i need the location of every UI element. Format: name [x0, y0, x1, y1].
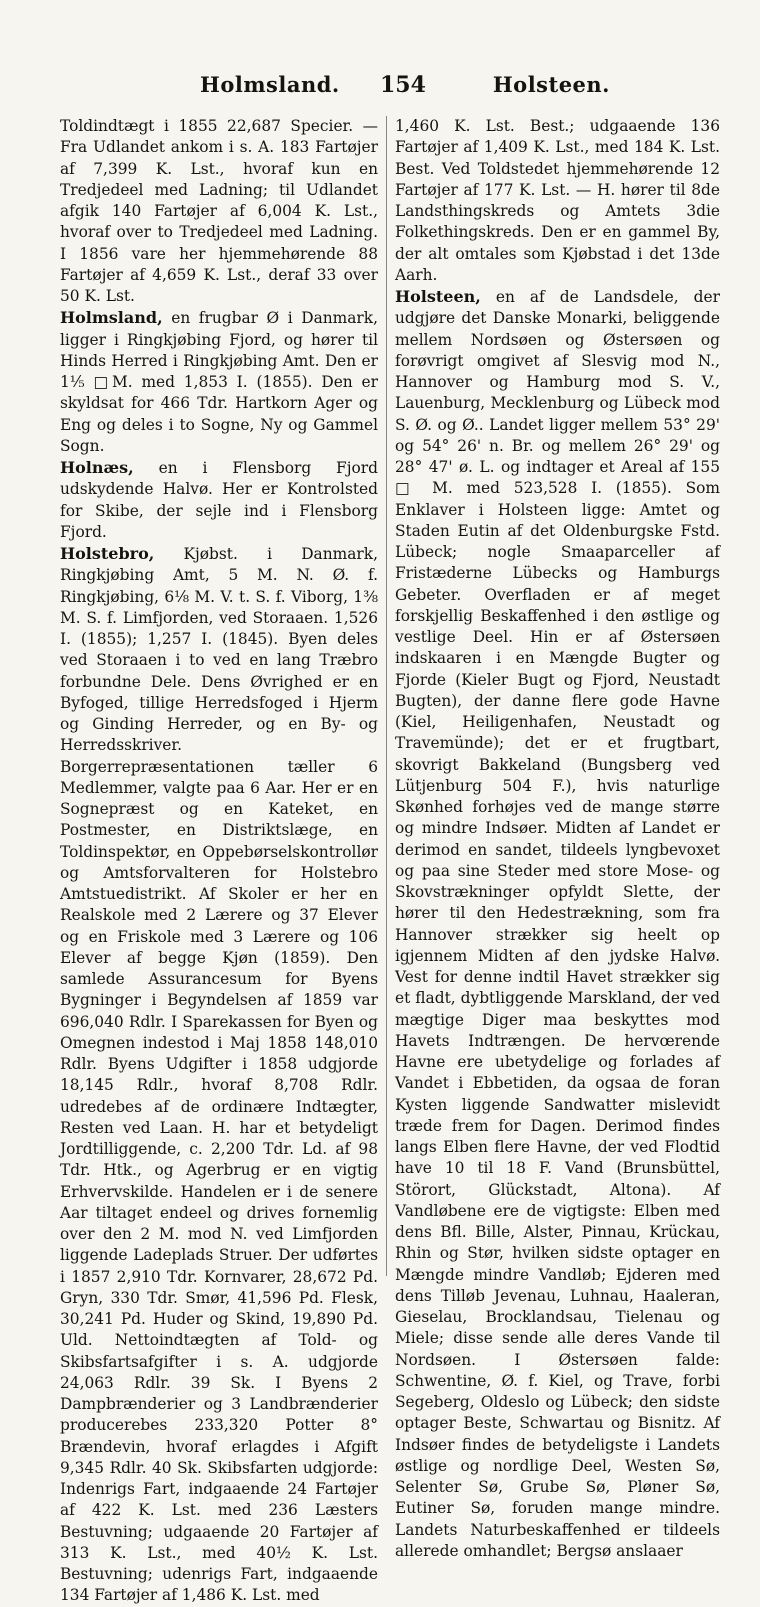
page-number: 154 — [380, 72, 426, 98]
entry-continuation — [60, 116, 378, 307]
right-column — [395, 116, 720, 1560]
entry-text: en i Flensborg Fjord udskydende Halvø. Her er Kontrolsted for Skibe, der sejle ind i Flensborg Fjord. — [60, 459, 378, 541]
entry-text: Toldindtægt i 1855 22,687 Specier. — Fra Udlandet ankom i s. A. 183 Fartøjer af 7,399 K. Lst., hvoraf kun en Tredjedeel med Ladning; til Udlandet afgik 140 Fartøjer af 6,004 K. Lst., hvoraf over to Tredjedeel med Ladning. I 1856 vare her hjemmehørende 88 Fartøjer af 4,659 K. Lst., deraf 33 over 50 K. Lst. — [60, 117, 378, 305]
entry-text: 1,460 K. Lst. Best.; udgaaende 136 Fartøjer af 1,409 K. Lst., med 184 K. Lst. Best. Ved Toldstedet hjemmehørende 12 Fartøjer af 177 K. Lst. — H. hører til 8de Landsthingskreds og Amtets 3die Folkethingskreds. Den er en gammel By, der alt omtales som Kjøbstad i det 13de Aarh. — [395, 117, 720, 284]
entry-headword: Holstebro, — [60, 544, 155, 563]
entry-holnaes — [60, 457, 378, 543]
entry-holsteen — [395, 286, 720, 1562]
header-left-title: Holmsland. — [200, 72, 340, 97]
entry-text: en frugbar Ø i Danmark, ligger i Ringkjøbing Fjord, og hører til Hinds Herred i Ringkjøbing Amt. Den er 1⅕ □M. med 1,853 I. (1855). Den er skyldsat for 466 Tdr. Hartkorn Ager og Eng og deles i to Sogne, Ny og Gammel Sogn. — [60, 309, 378, 455]
entry-headword: Holmsland, — [60, 308, 163, 328]
entry-text: en af de Landsdele, der udgjøre det Danske Monarki, beliggende mellem Nordsøen og Østersøen og forøvrigt omgivet af Slesvig mod N., Hannover og Hamburg mod S. V., Lauenburg, Mecklenburg og Lübeck mod S. Ø. og Ø.. Landet ligger mellem 53° 29' og 54° 26' n. Br. og mellem 26° 29' og 28° 47' ø. L. og indtager et Areal af 155 □ M. med 523,528 I. (1855). Som Enklaver i Holsteen ligge: Amtet og Staden Eutin af det Oldenburgske Fstd. Lübeck; nogle Smaaparceller af Fristæderne Lübecks og Hamburgs Gebeter. Overfladen er af meget forskjellig Beskaffenhed i den østlige og vestlige Deel. Hin er af Østersøen indskaaren i en Mængde Bugter og Fjorde (Kieler Bugt og Fjord, Neustadt Bugten), der danne flere gode Havne (Kiel, Heiligenhafen, Neustadt og Travemünde); det er et frugtbart, skovrigt Bakkeland (Bungsberg ved Lütjenburg 504 F.), hvis naturlige Skønhed forhøjes ved de mange større og mindre Indsøer. Midten af Landet er derimod en sandet, tildeels lyngbevoxet og paa sine Steder med store Mose- og Skovstrækninger opfyldt Slette, der hører til den Hedestrækning, som fra Hannover strækker sig heelt op igjennem Midten af den jydske Halvø. Vest for denne indtil Havet strækker sig et fladt, dybtliggende Marskland, der ved mægtige Diger maa beskyttes mod Havets Indtrængen. De hervœrende Havne ere ubetydelige og forlades af Vandet i Ebbetiden, da ogsaa de foran Kysten liggende Sandwatter mislevidt træde frem for Dagen. Derimod findes langs Elben flere Havne, der ved Flodtid have 10 til 18 F. Vand (Brunsbüttel, Störort, Glückstadt, Altona). Af Vandløbene ere de vigtigste: Elben med dens Bfl. Bille, Alster, Pinnau, Krückau, Rhin og Stør, hvilken sidste optager en Mængde mindre Vandløb; Ejderen med dens Tilløb Jevenau, Luhnau, Haaleran, Gieselau, Brocklandsau, Tielenau og Miele; disse sende alle deres Vande til Nordsøen. I Østersøen falde: Schwentine, Ø. f. Kiel, og Trave, forbi Segeberg, Oldeslo og Lübeck; den sidste optager Beste, Schwartau og Bisnitz. Af Indsøer findes de betydeligste i Landets østlige og nordlige Deel, Westen Sø, Selenter Sø, Grube Sø, Pløner Sø, Eutiner Sø, foruden mange mindre. Landets Naturbeskaffenhed er tildeels allerede omhandlet; Bergsø anslaaer — [395, 288, 720, 1560]
header-right-title: Holsteen. — [492, 72, 610, 97]
left-column — [60, 116, 378, 1605]
entry-headword: Holsteen, — [395, 287, 481, 306]
entry-continuation — [395, 116, 720, 286]
entry-text: Kjøbst. i Danmark, Ringkjøbing Amt, 5 M. N. Ø. f. Ringkjøbing, 6⅛ M. V. t. S. f. Viborg, 1⅜ M. S. f. Limfjorden, ved Storaaen. 1,526 I. (1855); 1,257 I. (1845). Byen deles ved Storaaen i to ved en lang Træbro forbundne Dele. Dens Øvrighed er en Byfoged, tillige Herredsfoged i Hjerm og Ginding Herreder, og en By- og Herredsskriver. Borgerrepræsentationen tæller 6 Medlemmer, valgte paa 6 Aar. Her er en Sognepræst og en Kateket, en Postmester, en Distriktslæge, en Toldinspektør, en Oppebørselskontrollør og Amtsforvalteren for Holstebro Amtstuedistrikt. Af Skoler er her en Realskole med 2 Lærere og 37 Elever og en Friskole med 3 Lærere og 106 Elever af begge Kjøn (1859). Den samlede Assurancesum for Byens Bygninger i Begyndelsen af 1859 var 696,040 Rdlr. I Sparekassen for Byen og Omegnen indestod i Maj 1858 148,010 Rdlr. Byens Udgifter i 1858 udgjorde 18,145 Rdlr., hvoraf 8,708 Rdlr. udredebes af de ordinære Indtægter, Resten ved Laan. H. har et betydeligt Jordtilliggende, c. 2,200 Tdr. Ld. af 98 Tdr. Htk., og Agerbrug er en vigtig Erhvervskilde. Handelen er i de senere Aar tiltaget endeel og drives fornemlig over den 2 M. mod N. ved Limfjorden liggende Ladeplads Struer. Der udførtes i 1857 2,910 Tdr. Kornvarer, 28,672 Pd. Gryn, 330 Tdr. Smør, 41,596 Pd. Flesk, 30,241 Pd. Huder og Skind, 19,890 Pd. Uld. Nettoindtægten af Told- og Skibsfartsafgifter i s. A. udgjorde 24,063 Rdlr. 39 Sk. I Byens 2 Dampbrænderier og 3 Landbrænderier producerebes 233,320 Potter 8° Brændevin, hvoraf erlagdes i Afgift 9,345 Rdlr. 40 Sk. Skibsfarten udgjorde: Indenrigs Fart, indgaaende 24 Fartøjer af 422 K. Lst. med 236 Læsters Bestuvning; udgaaende 20 Fartøjer af 313 K. Lst., med 40½ K. Lst. Bestuvning; udenrigs Fart, indgaaende 134 Fartøjer af 1,486 K. Lst. med — [60, 545, 378, 1605]
entry-holmsland — [60, 307, 378, 457]
running-header — [60, 72, 720, 104]
entry-holstebro — [60, 543, 378, 1607]
column-divider — [386, 116, 387, 1276]
entry-headword: Holnæs, — [60, 458, 134, 477]
